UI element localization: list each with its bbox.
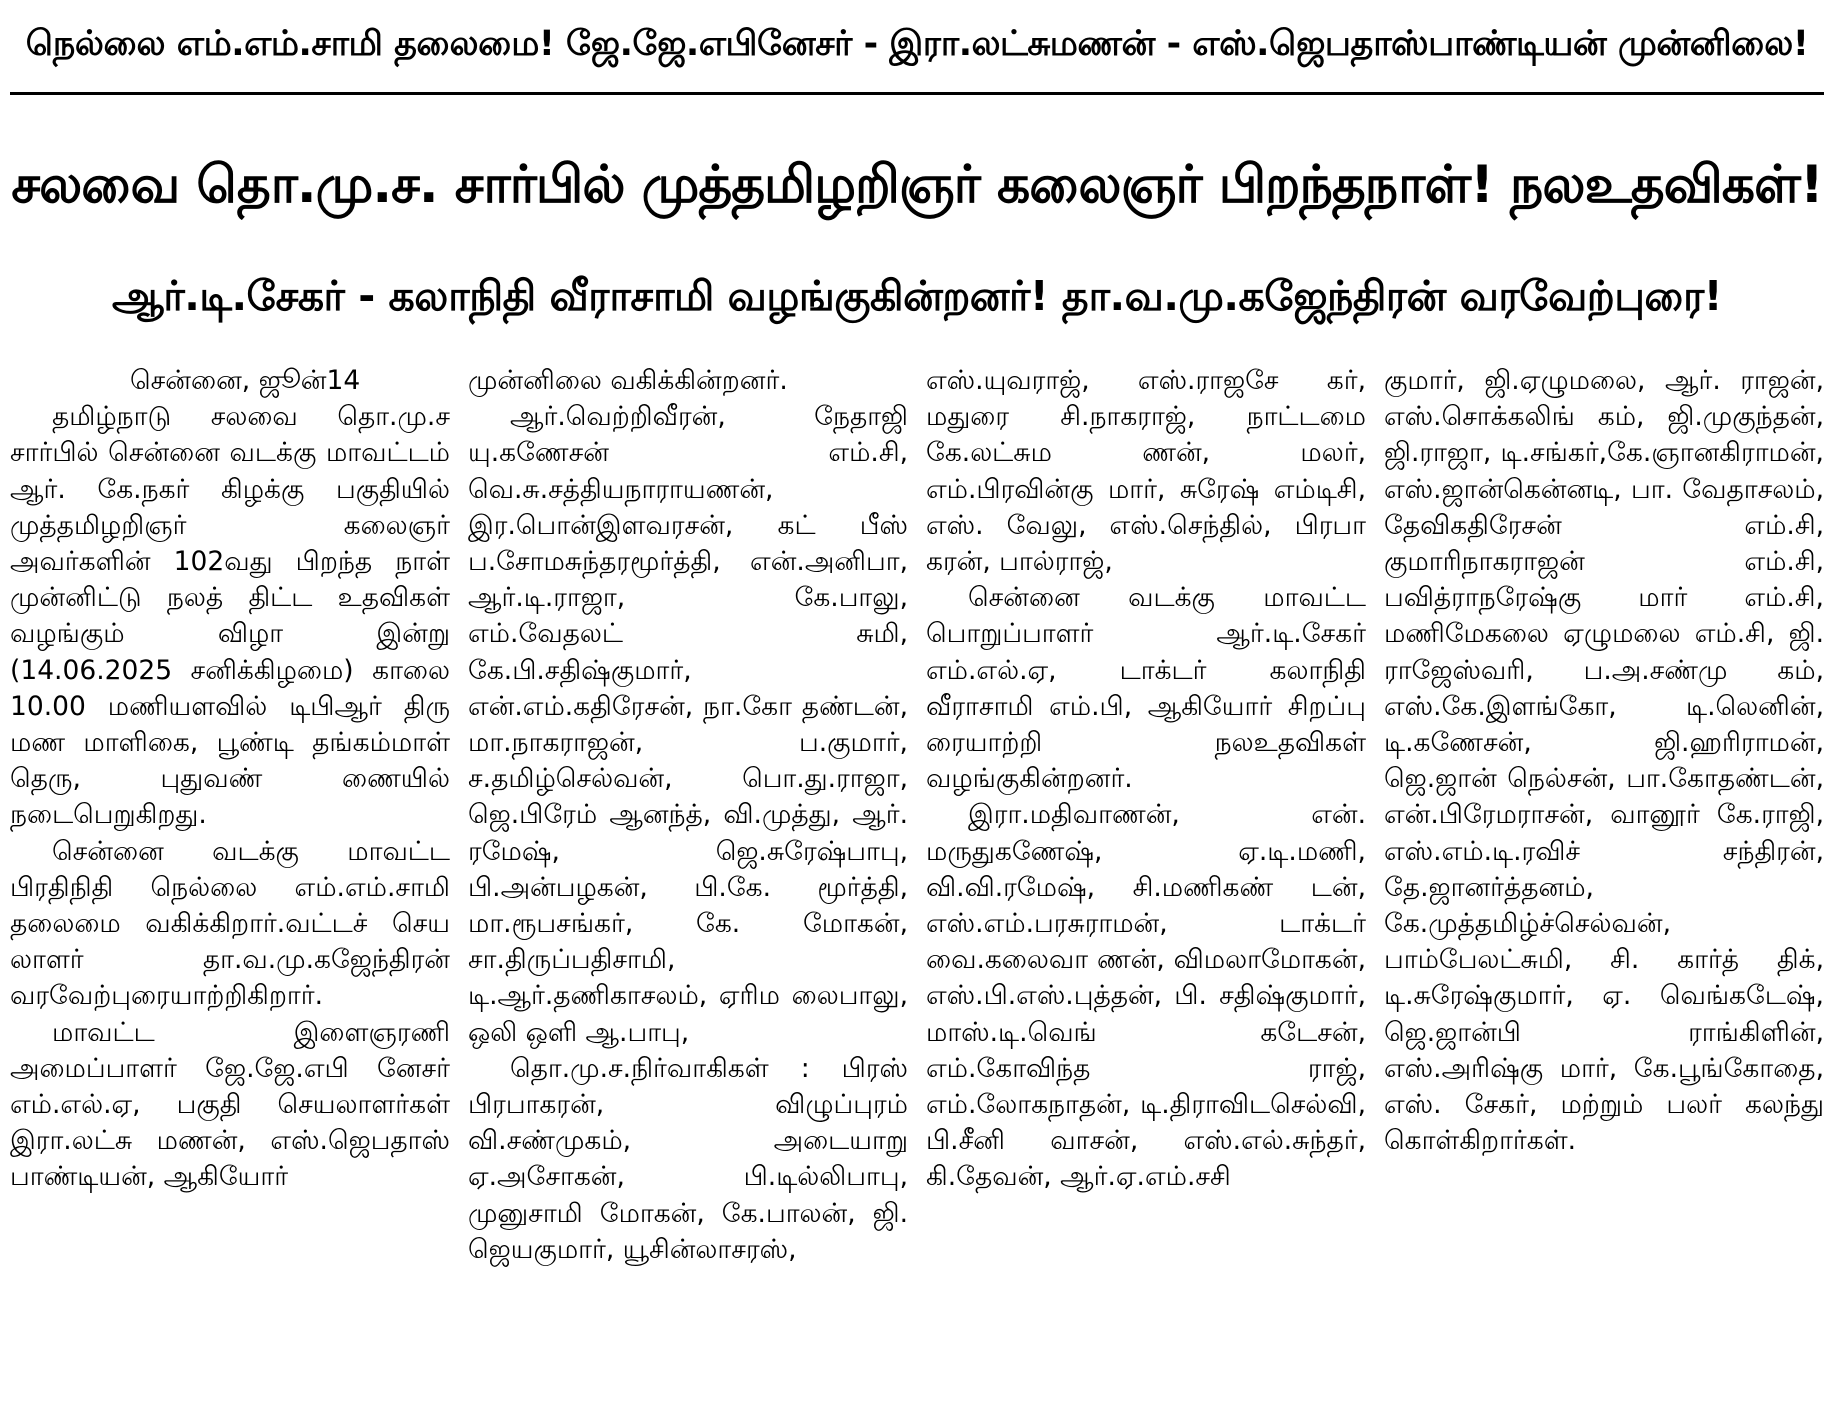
column-3 [926, 363, 1366, 1403]
paragraph: மாவட்ட இளைஞரணி அமைப்பாளர் ஜே.ஜே.எபி னேசர் எம்.எல்.ஏ, பகுதி செயலாளர்கள் இரா.லட்சு மணன், எஸ்.ஜெபதாஸ் பாண்டியன், ஆகியோர் [10, 1016, 450, 1193]
paragraph: குமார், ஜி.ஏழுமலை, ஆர். ராஜன், எஸ்.சொக்கலிங் கம், ஜி.முகுந்தன், ஜி.ராஜா, டி.சங்கர்,கே.ஞானகிராமன், எஸ்.ஜான்கென்னடி, பா. வேதாசலம், தேவிகதிரேசன் எம்.சி, குமாரிநாகராஜன் எம்.சி, பவித்ராநரேஷ்கு மார் எம்.சி, மணிமேகலை ஏழுமலை எம்.சி, ஜி. ராஜேஸ்வரி, ப.அ.சண்மு கம், எஸ்.கே.இளங்கோ, டி.லெனின், டி.கணேசன், ஜி.ஹரிராமன், ஜெ.ஜான் நெல்சன், பா.கோதண்டன், என்.பிரேமராசன், வானூர் கே.ராஜி, எஸ்.எம்.டி.ரவிச் சந்திரன், தே.ஜானர்த்தனம், கே.முத்தமிழ்ச்செல்வன், பாம்பேலட்சுமி, சி. கார்த் திக், டி.சுரேஷ்குமார், ஏ. வெங்கடேஷ், ஜெ.ஜான்பி ராங்கிளின், எஸ்.அரிஷ்கு மார், கே.பூங்கோதை, எஸ். சேகர், மற்றும் பலர் கலந்து கொள்கிறார்கள். [1384, 365, 1824, 1157]
column-4 [1384, 363, 1824, 1403]
kicker-line: நெல்லை எம்.எம்.சாமி தலைமை! ஜே.ஜே.எபினேசர் - இரா.லட்சுமணன் - எஸ்.ஜெபதாஸ்பாண்டியன் முன்னிலை! [10, 0, 1824, 95]
paragraph: சென்னை வடக்கு மாவட்ட பொறுப்பாளர் ஆர்.டி.சேகர் எம்.எல்.ஏ, டாக்டர் கலாநிதி வீராசாமி எம்.பி, ஆகியோர் சிறப்பு ரையாற்றி நலஉதவிகள் வழங்குகின்றனர். [926, 582, 1366, 795]
paragraph: தொ.மு.ச.நிர்வாகிகள் : பிரஸ் பிரபாகரன், விழுப்புரம் வி.சண்முகம், அடையாறு ஏ.அசோகன், பி.டில்லிபாபு, முனுசாமி மோகன், கே.பாலன், ஜி. ஜெயகுமார், யூசின்லாசரஸ், [468, 1052, 908, 1265]
article-body [10, 363, 1824, 1403]
paragraph: எஸ்.யுவராஜ், எஸ்.ராஜசே கர், மதுரை சி.நாகராஜ், நாட்டமை கே.லட்சும ணன், மலர், எம்.பிரவின்கு மார், சுரேஷ் எம்டிசி, எஸ். வேலு, எஸ்.செந்தில், பிரபா கரன், பால்ராஜ், [926, 365, 1366, 578]
subheadline: ஆர்.டி.சேகர் - கலாநிதி வீராசாமி வழங்குகின்றனர்! தா.வ.மு.கஜேந்திரன் வரவேற்புரை! [111, 272, 1723, 320]
paragraph: ஆர்.வெற்றிவீரன், நேதாஜி யு.கணேசன் எம்.சி, வெ.சு.சத்தியநாராயணன், இர.பொன்இளவரசன், கட் பீஸ் ப.சோமசுந்தரமூர்த்தி, என்.அனிபா, ஆர்.டி.ராஜா, கே.பாலு, எம்.வேதலட் சுமி, கே.பி.சதிஷ்குமார், என்.எம்.கதிரேசன், நா.கோ தண்டன், மா.நாகராஜன், ப.குமார், ச.தமிழ்செல்வன், பொ.து.ராஜா, ஜெ.பிரேம் ஆனந்த், வி.முத்து, ஆர். ரமேஷ், ஜெ.சுரேஷ்பாபு, பி.அன்பழகன், பி.கே. மூர்த்தி, மா.ரூபசங்கர், கே. மோகன், சா.திருப்பதிசாமி, டி.ஆர்.தணிகாசலம், ஏரிம லைபாலு, ஒலி ஒளி ஆ.பாபு, [468, 401, 908, 1048]
paragraph: தமிழ்நாடு சலவை தொ.மு.ச சார்பில் சென்னை வடக்கு மாவட்டம் ஆர். கே.நகர் கிழக்கு பகுதியில் முத்தமிழறிஞர் கலைஞர் அவர்களின் 102வது பிறந்த நாள் முன்னிட்டு நலத் திட்ட உதவிகள் வழங்கும் விழா இன்று (14.06.2025 சனிக்கிழமை) காலை 10.00 மணியளவில் டிபிஆர் திரு மண மாளிகை, பூண்டி தங்கம்மாள் தெரு, புதுவண் ணையில் நடைபெறுகிறது. [10, 401, 450, 831]
column-2 [468, 363, 908, 1403]
paragraph: முன்னிலை வகிக்கின்றனர். [468, 365, 788, 396]
paragraph: இரா.மதிவாணன், என். மருதுகணேஷ், ஏ.டி.மணி, வி.வி.ரமேஷ், சி.மணிகண் டன், எஸ்.எம்.பரசுராமன், டாக்டர் வை.கலைவா ணன், விமலாமோகன், எஸ்.பி.எஸ்.புத்தன், பி. சதிஷ்குமார், மாஸ்.டி.வெங் கடேசன், எம்.கோவிந்த ராஜ், எம்.லோகநாதன், டி.திராவிடசெல்வி, பி.சீனி வாசன், எஸ்.எல்.சுந்தர், கி.தேவன், ஆர்.ஏ.எம்.சசி [926, 799, 1366, 1193]
headline: சலவை தொ.மு.ச. சார்பில் முத்தமிழறிஞர் கலைஞர் பிறந்தநாள்! நலஉதவிகள்! [11, 154, 1823, 215]
column-1 [10, 363, 450, 1403]
paragraph: சென்னை வடக்கு மாவட்ட பிரதிநிதி நெல்லை எம்.எம்.சாமி தலைமை வகிக்கிறார்.வட்டச் செய லாளர் தா.வ.மு.கஜேந்திரன் வரவேற்புரையாற்றிகிறார். [10, 835, 450, 1012]
dateline: சென்னை, ஜூன்14 [130, 365, 361, 396]
